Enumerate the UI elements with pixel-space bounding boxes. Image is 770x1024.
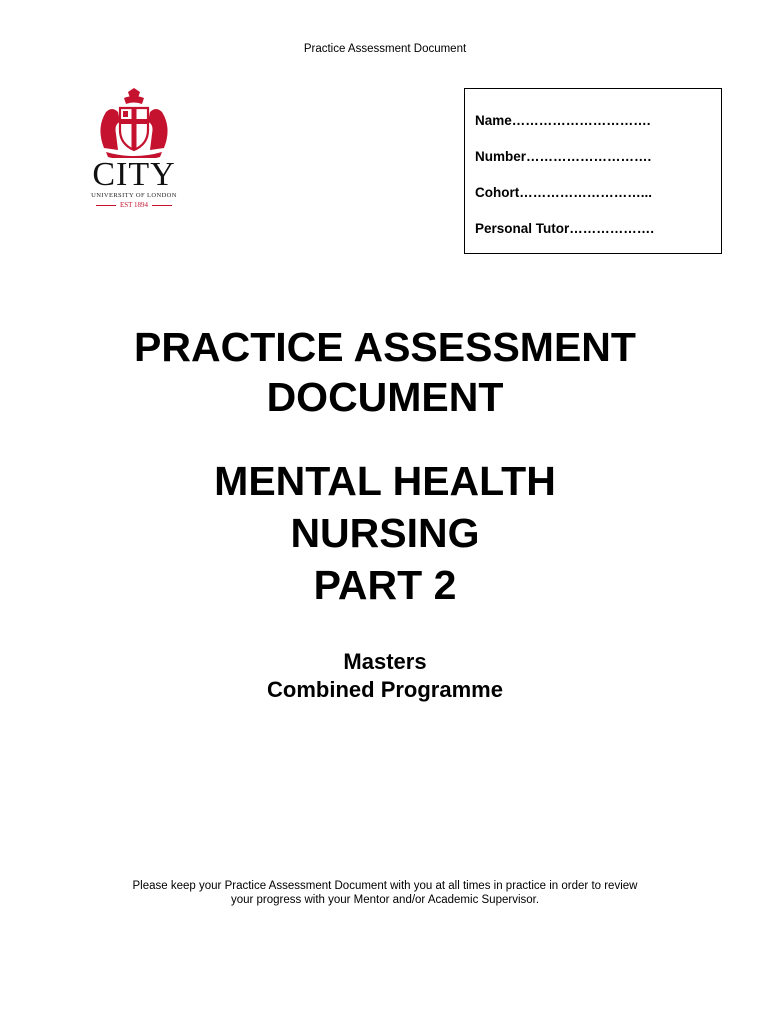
course-title-line-3: PART 2 [313, 562, 457, 608]
running-header: Practice Assessment Document [303, 43, 467, 55]
programme-name [0, 648, 770, 704]
course-title [0, 455, 770, 611]
document-title-line-2: DOCUMENT [266, 374, 504, 420]
city-university-logo [88, 88, 180, 212]
number-field[interactable]: Number………………………. [475, 149, 652, 164]
student-details-box [464, 88, 722, 254]
name-field[interactable]: Name…………………………. [475, 113, 651, 128]
cohort-field[interactable]: Cohort………………………... [475, 185, 652, 200]
programme-line-1: Masters [343, 649, 427, 674]
logo-established: EST 1894 [88, 201, 180, 209]
document-title-line-1: PRACTICE ASSESSMENT [134, 324, 636, 370]
personal-tutor-field[interactable]: Personal Tutor………………. [475, 221, 655, 236]
course-title-line-1: MENTAL HEALTH [214, 458, 556, 504]
logo-wordmark: CITY [92, 156, 176, 193]
coat-of-arms-icon [88, 88, 180, 158]
course-title-line-2: NURSING [290, 510, 480, 556]
logo-subtitle: UNIVERSITY OF LONDON [91, 192, 177, 199]
footer-instruction [90, 879, 680, 907]
footer-line-1: Please keep your Practice Assessment Document with you at all times in practice in order to review [132, 880, 638, 892]
programme-line-2: Combined Programme [267, 677, 503, 702]
document-title [0, 322, 770, 422]
footer-line-2: your progress with your Mentor and/or Academic Supervisor. [230, 894, 540, 906]
